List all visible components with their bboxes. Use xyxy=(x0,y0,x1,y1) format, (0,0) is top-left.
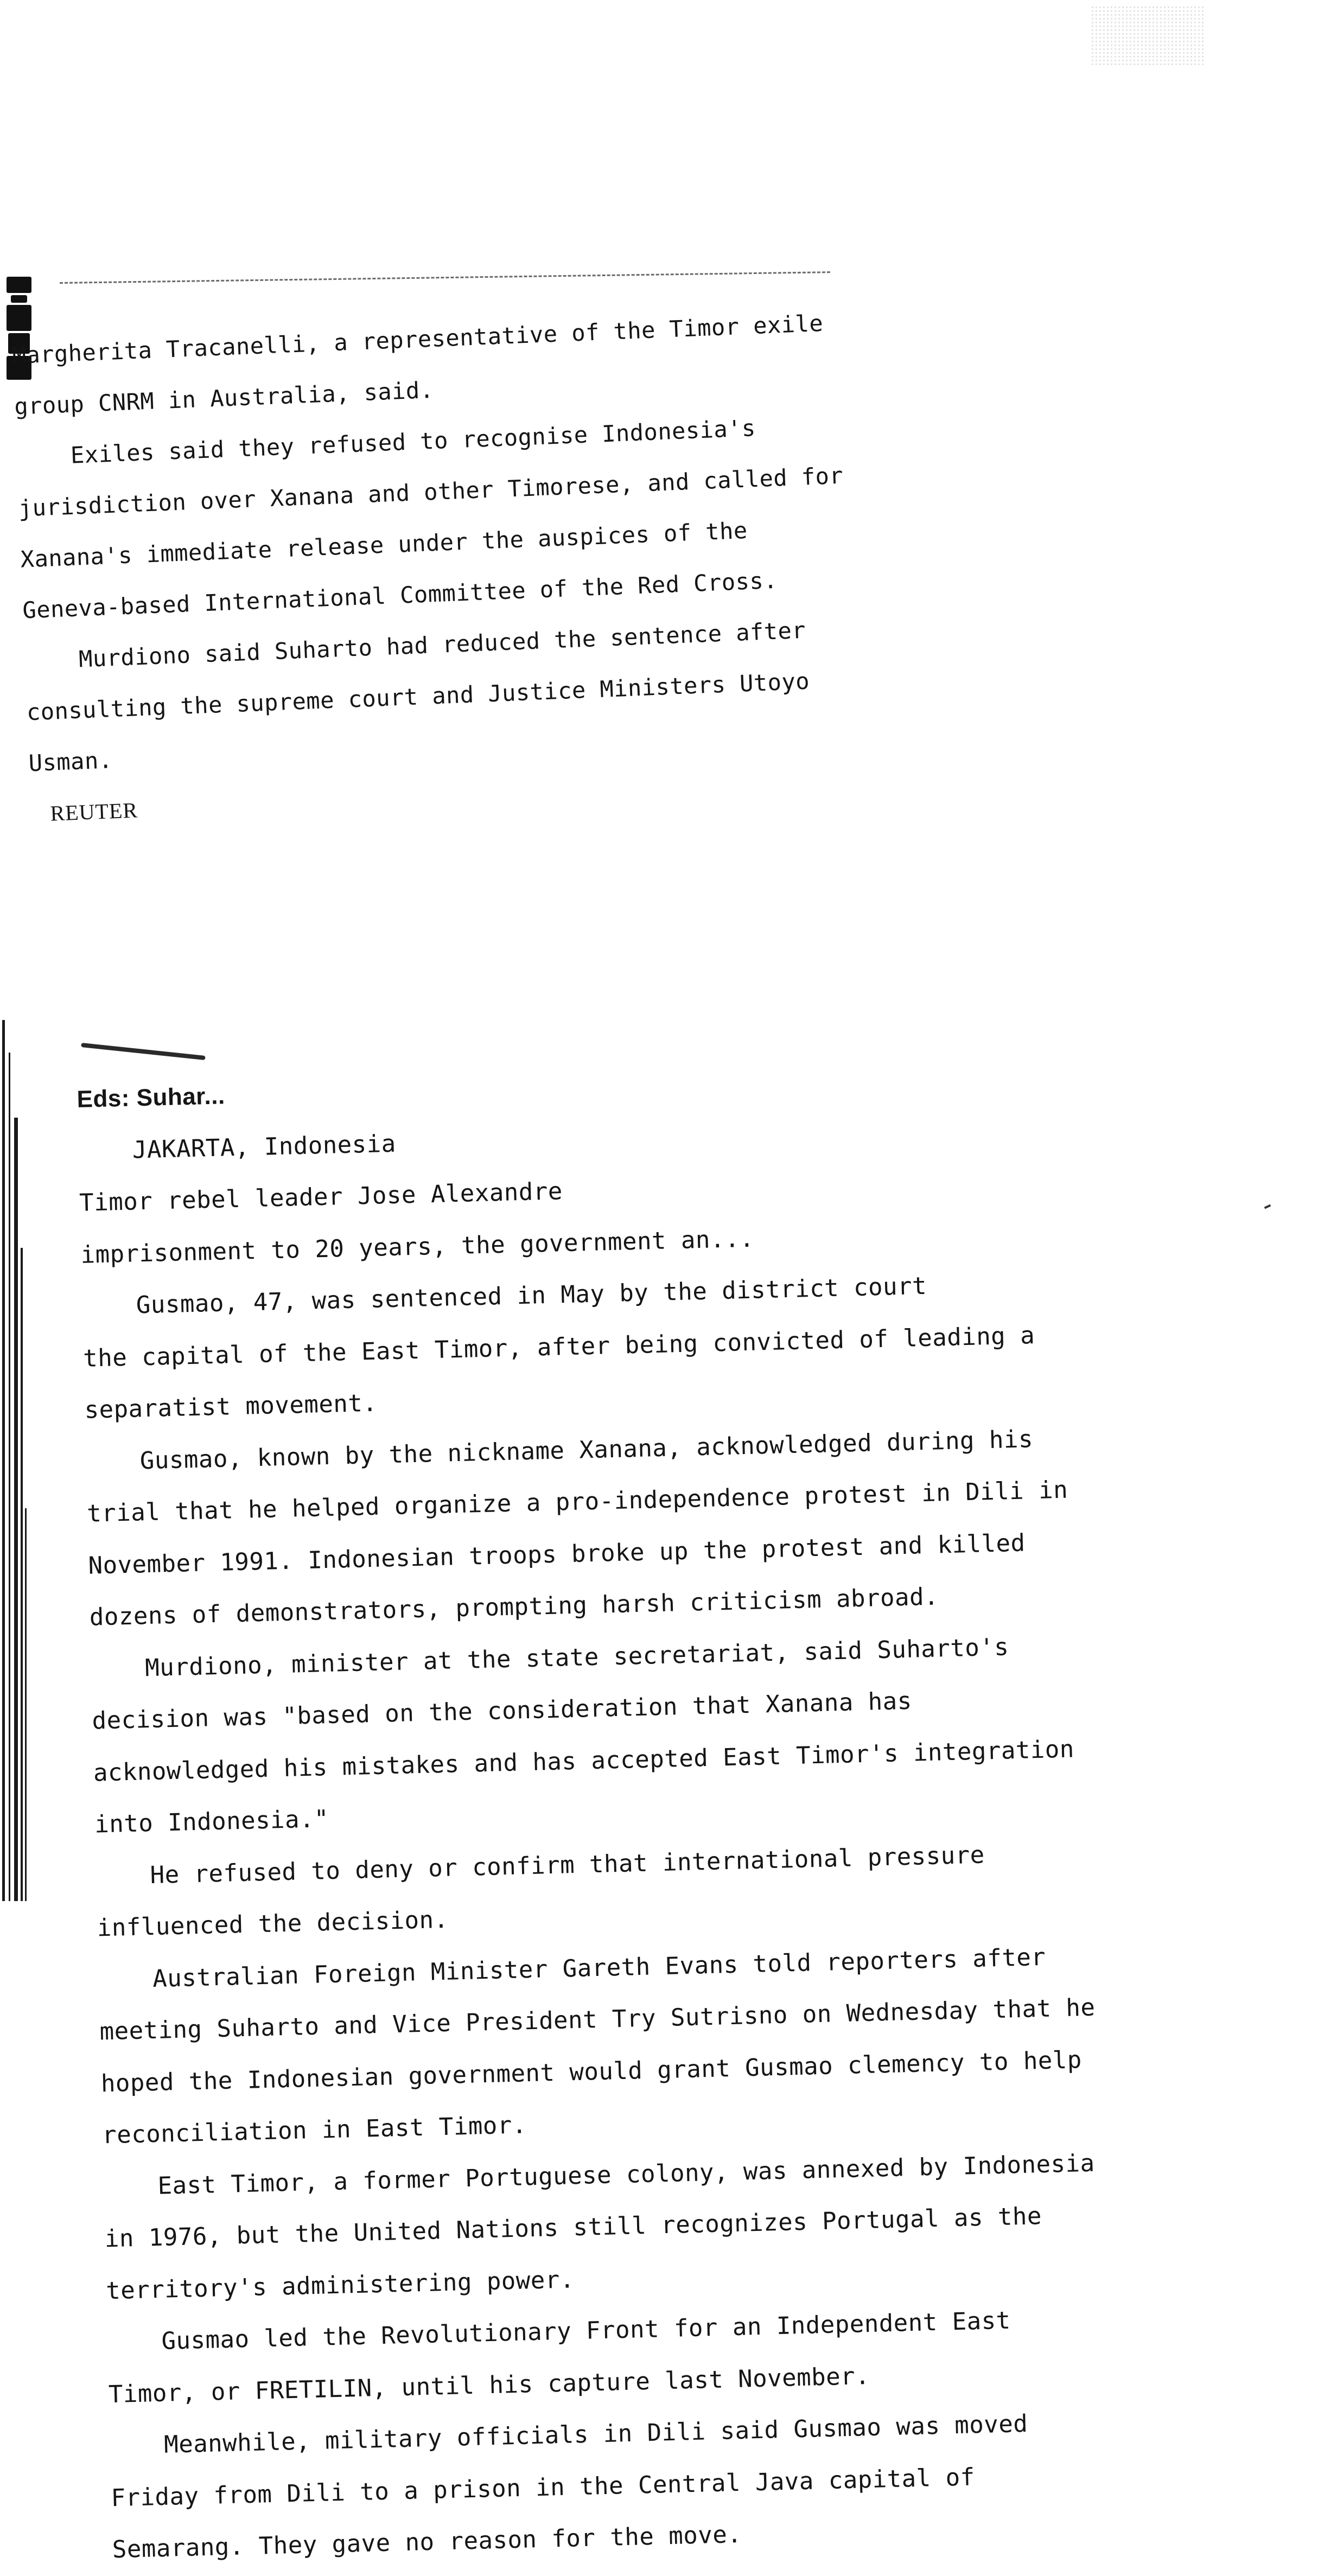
article-line: influenced the decision. xyxy=(97,1905,449,1942)
torn-edge-mark xyxy=(81,1043,206,1060)
stray-mark xyxy=(1264,1204,1271,1209)
article-line: consulting the supreme court and Justice Ministers Utoyo xyxy=(26,667,810,726)
dateline: JAKARTA, Indonesia xyxy=(132,1130,397,1164)
article-line: meeting Suharto and Vice President Try Sutrisno on Wednesday that he xyxy=(99,1993,1096,2046)
article-line: separatist movement. xyxy=(84,1389,378,1424)
article-line: reconciliation in East Timor. xyxy=(101,2111,527,2150)
article-line: Australian Foreign Minister Gareth Evans told reporters after xyxy=(152,1943,1046,1993)
article-line: decision was "based on the consideration that Xanana has xyxy=(92,1687,913,1735)
article-line: Meanwhile, military officials in Dili said Gusmao was moved xyxy=(163,2409,1028,2459)
editor-slug: Eds: Suhar... xyxy=(77,1082,226,1113)
article-line: jurisdiction over Xanana and other Timorese, and called for xyxy=(17,462,844,522)
top-news-clipping xyxy=(11,283,964,840)
article-line: Margherita Tracanelli, a representative of the Timor exile xyxy=(11,309,824,369)
article-line: imprisonment to 20 years, the government an... xyxy=(80,1225,755,1269)
article-line: East Timor, a former Portuguese colony, was annexed by Indonesia xyxy=(157,2149,1096,2200)
bottom-news-clipping xyxy=(76,1037,1209,2576)
article-line: Murdiono said Suharto had reduced the sentence after xyxy=(78,616,806,673)
article-line: Murdiono, minister at the state secretariat, said Suharto's xyxy=(144,1633,1009,1682)
article-line: Xanana's immediate release under the auspices of the xyxy=(20,517,748,573)
article-line: group CNRM in Australia, said. xyxy=(14,376,435,420)
article-line: Usman. xyxy=(28,747,113,777)
article-line: Gusmao, 47, was sentenced in May by the district court xyxy=(136,1272,927,1319)
article-line: Exiles said they refused to recognise Indonesia's xyxy=(70,415,756,469)
article-line: in 1976, but the United Nations still recognizes Portugal as the xyxy=(104,2202,1042,2253)
article-line: November 1991. Indonesian troops broke up the protest and killed xyxy=(88,1529,1026,1580)
article-line: He refused to deny or confirm that international pressure xyxy=(149,1841,985,1889)
article-line: the capital of the East Timor, after being convicted of leading a xyxy=(82,1321,1035,1373)
article-line: Timor rebel leader Jose Alexandre xyxy=(79,1177,563,1217)
article-line: Gusmao led the Revolutionary Front for an Independent East xyxy=(161,2306,1011,2355)
article-line: Geneva-based International Committee of the Red Cross. xyxy=(22,566,778,624)
article-line: trial that he helped organize a pro-independence protest in Dili in xyxy=(86,1476,1068,1528)
cut-line xyxy=(60,271,830,284)
page-edge-shadow xyxy=(0,1020,28,1901)
article-line: Friday from Dili to a prison in the Central Java capital of xyxy=(111,2463,976,2512)
wire-signature: REUTER xyxy=(49,798,138,826)
article-line: Gusmao, known by the nickname Xanana, acknowledged during his xyxy=(139,1425,1034,1475)
scan-smudge xyxy=(1091,5,1205,65)
article-line: acknowledged his mistakes and has accepted East Timor's integration xyxy=(93,1735,1075,1787)
article-line: into Indonesia." xyxy=(94,1805,329,1839)
article-line: Semarang. They gave no reason for the move. xyxy=(112,2520,742,2564)
article-line: territory's administering power. xyxy=(105,2265,575,2305)
article-line: hoped the Indonesian government would grant Gusmao clemency to help xyxy=(100,2045,1083,2097)
article-line: dozens of demonstrators, prompting harsh criticism abroad. xyxy=(89,1583,939,1631)
article-line: Timor, or FRETILIN, until his capture last November. xyxy=(108,2362,870,2408)
